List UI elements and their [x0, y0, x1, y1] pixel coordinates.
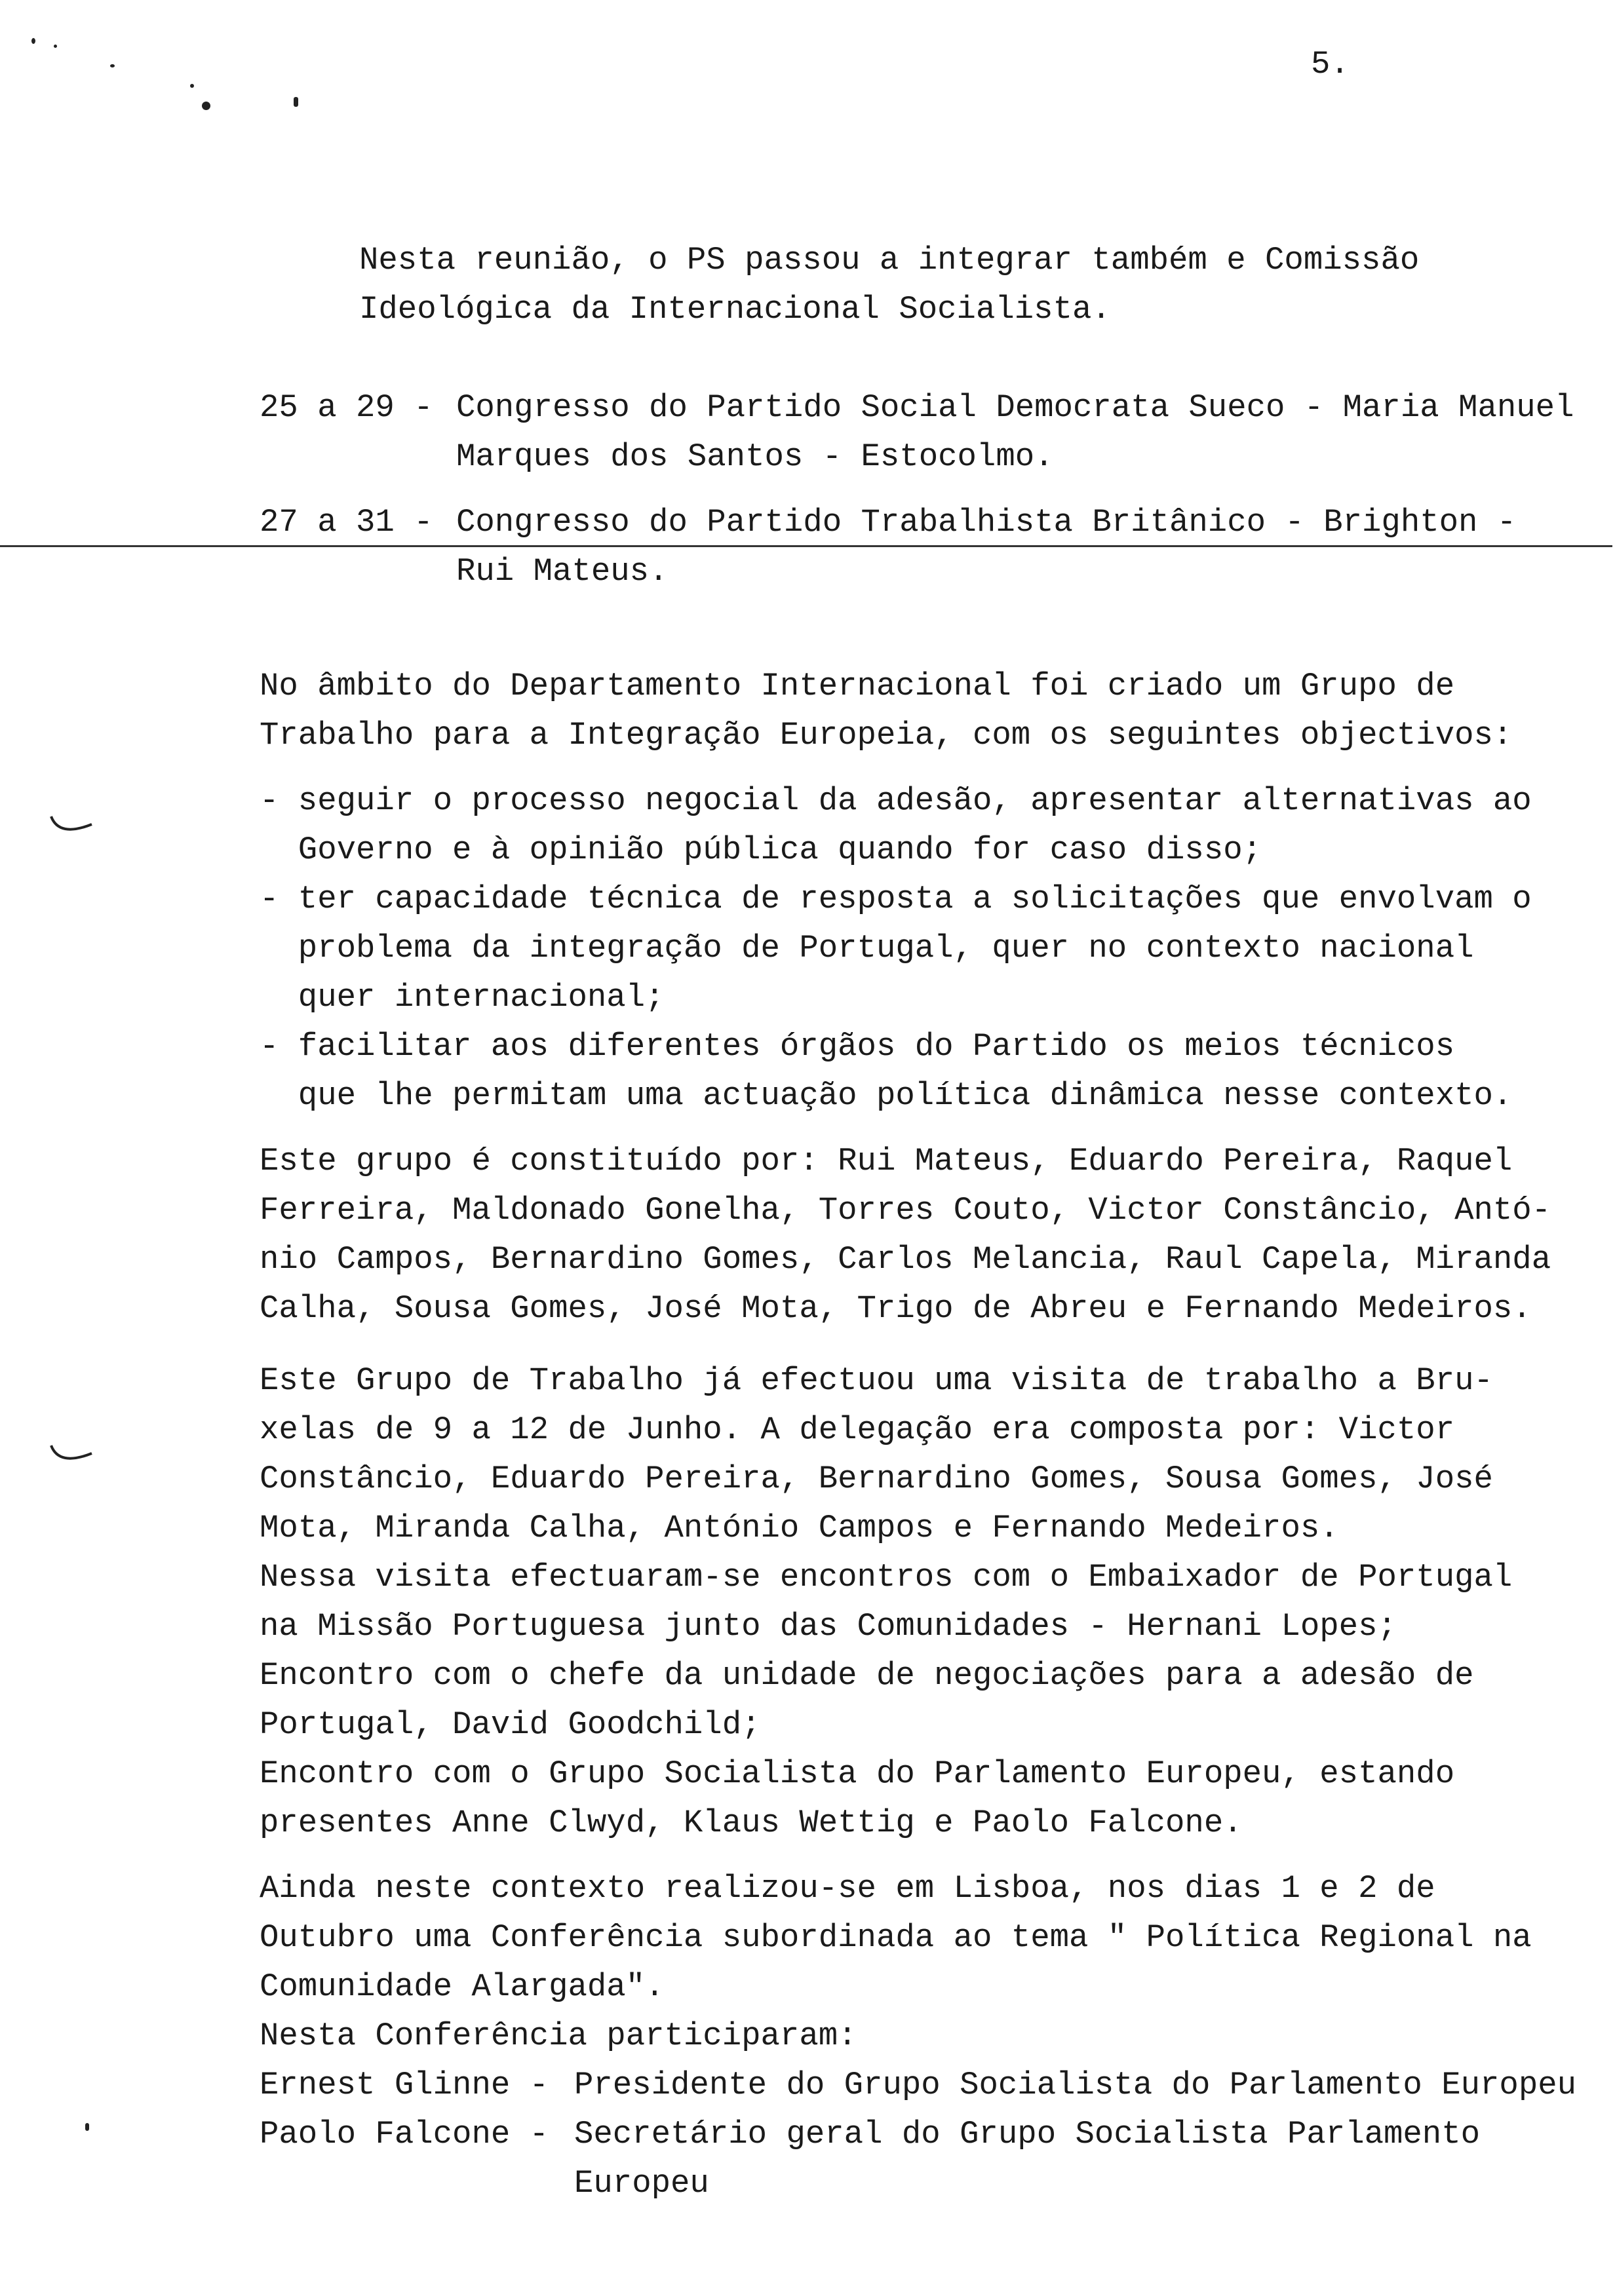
- conference-line: Nesta Conferência participaram:: [260, 2018, 857, 2054]
- visit-line: na Missão Portuguesa junto das Comunidades - Hernani Lopes;: [260, 1608, 1397, 1645]
- visit-line: presentes Anne Clwyd, Klaus Wettig e Paolo Falcone.: [260, 1805, 1243, 1841]
- page-number: 5.: [1311, 46, 1350, 83]
- objective-item: - facilitar aos diferentes órgãos do Partido os meios técnicos: [260, 1028, 1455, 1065]
- group-intro-line: Trabalho para a Integração Europeia, com os seguintes objectivos:: [260, 717, 1513, 754]
- visit-line: Este Grupo de Trabalho já efectuou uma visita de trabalho a Bru-: [260, 1362, 1493, 1399]
- event-description: Rui Mateus.: [456, 553, 669, 590]
- scan-speck: [110, 64, 115, 67]
- members-line: nio Campos, Bernardino Gomes, Carlos Melancia, Raul Capela, Miranda: [260, 1241, 1551, 1278]
- scan-speck: [190, 84, 194, 88]
- scan-speck: [85, 2123, 89, 2131]
- event-description: Marques dos Santos - Estocolmo.: [456, 438, 1054, 475]
- participant-name: Paolo Falcone -: [260, 2116, 549, 2152]
- visit-line: Encontro com o Grupo Socialista do Parlamento Europeu, estando: [260, 1755, 1455, 1792]
- punch-hole-mark: [46, 813, 98, 852]
- scan-speck: [31, 38, 35, 44]
- conference-line: Ainda neste contexto realizou-se em Lisboa, nos dias 1 e 2 de: [260, 1870, 1435, 1907]
- group-intro-line: No âmbito do Departamento Internacional foi criado um Grupo de: [260, 668, 1455, 704]
- participant-role: Europeu: [574, 2165, 709, 2202]
- objective-item: que lhe permitam uma actuação política dinâmica nesse contexto.: [260, 1077, 1513, 1114]
- conference-line: Outubro uma Conferência subordinada ao tema " Política Regional na: [260, 1919, 1532, 1956]
- intro-line: Nesta reunião, o PS passou a integrar também e Comissão: [359, 242, 1420, 278]
- event-dates: 25 a 29 -: [260, 389, 433, 426]
- members-line: Este grupo é constituído por: Rui Mateus, Eduardo Pereira, Raquel: [260, 1143, 1513, 1179]
- members-line: Calha, Sousa Gomes, José Mota, Trigo de Abreu e Fernando Medeiros.: [260, 1290, 1532, 1327]
- intro-line: Ideológica da Internacional Socialista.: [359, 291, 1111, 328]
- visit-line: Constâncio, Eduardo Pereira, Bernardino Gomes, Sousa Gomes, José: [260, 1461, 1493, 1497]
- objective-item: problema da integração de Portugal, quer no contexto nacional: [260, 930, 1474, 966]
- objective-item: - seguir o processo negocial da adesão, apresentar alternativas ao: [260, 782, 1532, 819]
- conference-line: Comunidade Alargada".: [260, 1968, 665, 2005]
- participant-role: Secretário geral do Grupo Socialista Parlamento: [574, 2116, 1481, 2152]
- participant-role: Presidente do Grupo Socialista do Parlamento Europeu: [574, 2067, 1577, 2103]
- visit-line: xelas de 9 a 12 de Junho. A delegação era composta por: Victor: [260, 1411, 1455, 1448]
- objective-item: - ter capacidade técnica de resposta a solicitações que envolvam o: [260, 881, 1532, 917]
- visit-line: Mota, Miranda Calha, António Campos e Fernando Medeiros.: [260, 1510, 1339, 1546]
- visit-line: Portugal, David Goodchild;: [260, 1706, 761, 1743]
- scan-speck: [202, 102, 210, 110]
- event-dates: 27 a 31 -: [260, 504, 433, 541]
- objective-item: Governo e à opinião pública quando for caso disso;: [260, 832, 1262, 868]
- horizontal-rule: [0, 545, 1612, 547]
- visit-line: Encontro com o chefe da unidade de negociações para a adesão de: [260, 1657, 1474, 1694]
- participant-name: Ernest Glinne -: [260, 2067, 549, 2103]
- punch-hole-mark: [46, 1442, 98, 1481]
- scan-speck: [294, 97, 298, 107]
- members-line: Ferreira, Maldonado Gonelha, Torres Couto, Victor Constâncio, Antó-: [260, 1192, 1551, 1229]
- visit-line: Nessa visita efectuaram-se encontros com o Embaixador de Portugal: [260, 1559, 1513, 1596]
- scan-speck: [54, 45, 57, 48]
- event-description: Congresso do Partido Social Democrata Sueco - Maria Manuel: [456, 389, 1574, 426]
- objective-item: quer internacional;: [260, 979, 665, 1016]
- event-description: Congresso do Partido Trabalhista Britânico - Brighton -: [456, 504, 1517, 541]
